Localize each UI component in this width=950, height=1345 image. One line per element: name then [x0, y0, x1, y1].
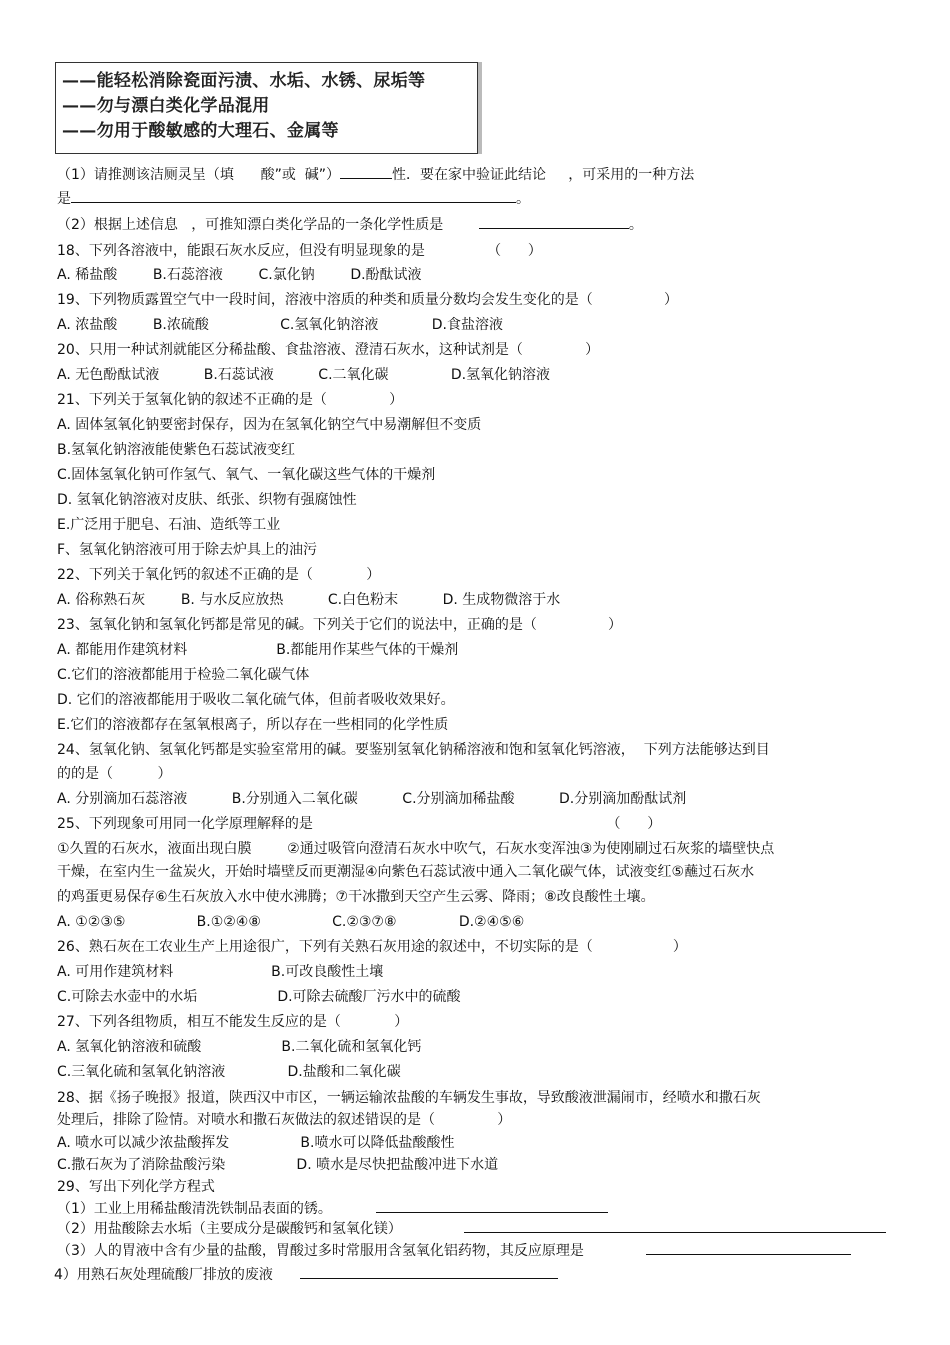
text-line [57, 266, 422, 284]
line-text: （1）工业上用稀盐酸清洗铁制品表面的锈。 [57, 1201, 377, 1217]
answer-blank[interactable] [646, 1240, 851, 1255]
text-line [54, 1264, 558, 1284]
line-text: C.撒石灰为了消除盐酸污染 D. 喷水是尽快把盐酸冲进下水道 [57, 1157, 499, 1173]
answer-blank[interactable] [300, 1264, 558, 1279]
line-text: C.它们的溶液都能用于检验二氧化碳气体 [57, 667, 310, 683]
line-text: （2）用盐酸除去水垢（主要成分是碳酸钙和氢氧化镁） [57, 1221, 465, 1237]
text-line [57, 1134, 455, 1152]
label-box-edge [478, 62, 482, 154]
text-line [57, 566, 380, 584]
line-text: 4）用熟石灰处理硫酸厂排放的废液 [54, 1267, 300, 1283]
label-line: ——能轻松消除瓷面污渍、水垢、水锈、尿垢等 [62, 71, 426, 91]
line-text: （2）根据上述信息 ，可推知漂白类化学品的一条化学性质是 [57, 217, 479, 233]
line-text: 28、据《扬子晚报》报道，陕西汉中市区，一辆运输浓盐酸的车辆发生事故，导致酸液泄漏闹市，经喷水和撒石灰 [57, 1090, 761, 1106]
line-text: A. 喷水可以减少浓盐酸挥发 B.喷水可以降低盐酸酸性 [57, 1135, 455, 1151]
text-line [57, 1156, 498, 1174]
text-line [57, 765, 172, 783]
line-text: 23、氢氧化钠和氢氧化钙都是常见的碱。下列关于它们的说法中，正确的是（ ） [57, 617, 623, 633]
text-line [57, 840, 774, 858]
line-text: 处理后，排除了险情。对喷水和撒石灰做法的叙述错误的是（ ） [57, 1112, 512, 1128]
text-line [57, 616, 622, 634]
line-text: A. 氢氧化钠溶液和硫酸 B.二氧化硫和氢氧化钙 [57, 1039, 422, 1055]
text-line [57, 164, 694, 184]
line-text: 19、下列物质露置空气中一段时间，溶液中溶质的种类和质量分数均会发生变化的是（ ） [57, 292, 679, 308]
line-text: C.三氧化硫和氢氧化钠溶液 D.盐酸和二氧化碳 [57, 1064, 401, 1080]
text-line [57, 913, 524, 931]
line-text: A. 都能用作建筑材料 B.都能用作某些气体的干燥剂 [57, 642, 459, 658]
answer-blank[interactable] [340, 164, 392, 179]
text-line [57, 1063, 401, 1081]
answer-blank[interactable] [464, 1218, 886, 1233]
line-text: （3）人的胃液中含有少量的盐酸，胃酸过多时常服用含氢氧化铝药物，其反应原理是 [57, 1243, 647, 1259]
text-line [57, 1240, 851, 1260]
line-text: C.固体氢氧化钠可作氢气、氧气、一氧化碳这些气体的干燥剂 [57, 467, 436, 483]
text-line [57, 416, 481, 434]
text-line [57, 242, 542, 260]
text-line [57, 716, 448, 734]
line-text: A. ①②③⑤ B.①②④⑧ C.②③⑦⑧ D.②④⑤⑥ [57, 914, 525, 930]
line-text: 22、下列关于氧化钙的叙述不正确的是（ ） [57, 567, 381, 583]
text-line [57, 1178, 215, 1196]
line-text: 20、只用一种试剂就能区分稀盐酸、食盐溶液、澄清石灰水，这种试剂是（ ） [57, 342, 600, 358]
answer-blank[interactable] [71, 188, 516, 203]
line-text: E.它们的溶液都存在氢氧根离子，所以存在一些相同的化学性质 [57, 717, 449, 733]
text-line [57, 1218, 886, 1238]
line-text: 18、下列各溶液中，能跟石灰水反应，但没有明显现象的是 （ ） [57, 243, 542, 259]
text-line [57, 366, 550, 384]
text-line [57, 1038, 421, 1056]
line-text: E.广泛用于肥皂、石油、造纸等工业 [57, 517, 281, 533]
text-line [57, 214, 643, 234]
line-text: 25、下列现象可用同一化学原理解释的是 （ ） [57, 816, 662, 832]
line-suffix: 。 [516, 191, 530, 207]
line-text: A. 可用作建筑材料 B.可改良酸性土壤 [57, 964, 384, 980]
text-line [57, 641, 458, 659]
text-line [57, 815, 661, 833]
line-text: 的的是（ ） [57, 766, 172, 782]
answer-blank[interactable] [479, 214, 629, 229]
line-text: 是 [57, 191, 71, 207]
text-line [57, 666, 309, 684]
text-line [57, 291, 678, 309]
text-line [57, 888, 655, 906]
text-line [57, 963, 383, 981]
line-text: 的鸡蛋更易保存⑥生石灰放入水中使水沸腾；⑦干冰撒到天空产生云雾、降雨；⑧改良酸性土壤。 [57, 889, 655, 905]
text-line [57, 988, 461, 1006]
line-text: A. 固体氢氧化钠要密封保存，因为在氢氧化钠空气中易潮解但不变质 [57, 417, 482, 433]
text-line [57, 188, 530, 208]
label-line: ——勿与漂白类化学品混用 [62, 96, 270, 116]
line-text: A. 稀盐酸 B.石蕊溶液 C.氯化钠 D.酚酞试液 [57, 267, 422, 283]
text-line [57, 938, 687, 956]
text-line [57, 466, 435, 484]
answer-blank[interactable] [376, 1198, 608, 1213]
text-line [57, 863, 754, 881]
line-text: B.氢氧化钠溶液能使紫色石蕊试液变红 [57, 442, 296, 458]
line-text: 21、下列关于氢氧化钠的叙述不正确的是（ ） [57, 392, 404, 408]
text-line [57, 316, 503, 334]
line-text: A. 无色酚酞试液 B.石蕊试液 C.二氧化碳 D.氢氧化钠溶液 [57, 367, 551, 383]
text-line [57, 516, 280, 534]
line-text: （1）请推测该洁厕灵呈（填 酸”或 碱”） [57, 167, 341, 183]
text-line [57, 591, 560, 609]
text-line [57, 341, 599, 359]
text-line [57, 491, 357, 509]
text-line [57, 391, 403, 409]
text-line [57, 790, 686, 808]
text-line [57, 1111, 511, 1129]
line-text: F、氢氧化钠溶液可用于除去炉具上的油污 [57, 542, 318, 558]
text-line [57, 691, 455, 709]
text-line [57, 741, 770, 759]
line-text: C.可除去水壶中的水垢 D.可除去硫酸厂污水中的硫酸 [57, 989, 461, 1005]
line-text: A. 俗称熟石灰 B. 与水反应放热 C.白色粉末 D. 生成物微溶于水 [57, 592, 561, 608]
line-text: 24、氢氧化钠、氢氧化钙都是实验室常用的碱。要鉴别氢氧化钠稀溶液和饱和氢氧化钙溶液， 下列方法能够达到目 [57, 742, 770, 758]
text-line [57, 1198, 608, 1218]
text-line [57, 1089, 761, 1107]
line-text: 27、下列各组物质，相互不能发生反应的是（ ） [57, 1014, 409, 1030]
label-line: ——勿用于酸敏感的大理石、金属等 [62, 121, 339, 141]
line-suffix: 。 [628, 217, 643, 233]
line-text: 26、熟石灰在工农业生产上用途很广，下列有关熟石灰用途的叙述中，不切实际的是（ ） [57, 939, 687, 955]
line-text: 29、写出下列化学方程式 [57, 1179, 215, 1195]
line-text: 干燥，在室内生一盆炭火，开始时墙壁反而更潮湿④向紫色石蕊试液中通入二氧化碳气体，试液变红⑤蘸过石灰水 [57, 864, 755, 880]
line-suffix: 性．要在家中验证此结论 ，可采用的一种方法 [392, 167, 695, 183]
line-text: A. 浓盐酸 B.浓硫酸 C.氢氧化钠溶液 D.食盐溶液 [57, 317, 503, 333]
line-text: A. 分别滴加石蕊溶液 B.分别通入二氧化碳 C.分别滴加稀盐酸 D.分别滴加酚酞试剂 [57, 791, 687, 807]
text-line [57, 441, 295, 459]
line-text: ①久置的石灰水，液面出现白膜 ②通过吸管向澄清石灰水中吹气，石灰水变浑浊③为使刚刷过石灰浆的墙壁快点 [57, 841, 775, 857]
product-label-box [55, 62, 478, 154]
line-text: D. 氢氧化钠溶液对皮肤、纸张、织物有强腐蚀性 [57, 492, 357, 508]
text-line [57, 1013, 408, 1031]
text-line [57, 541, 317, 559]
line-text: D. 它们的溶液都能用于吸收二氧化硫气体，但前者吸收效果好。 [57, 692, 455, 708]
